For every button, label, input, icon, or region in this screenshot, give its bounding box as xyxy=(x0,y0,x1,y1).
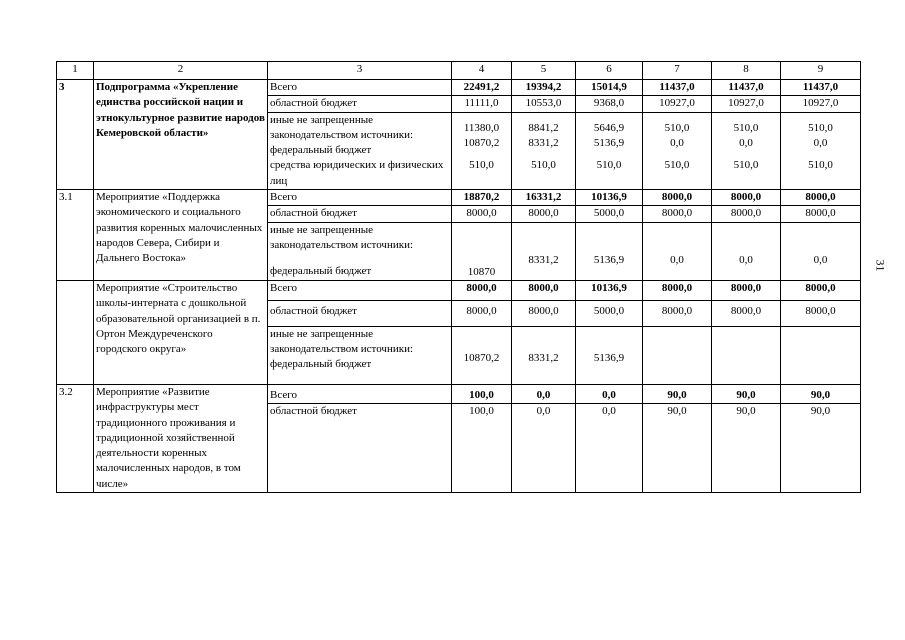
value: 8331,2 xyxy=(528,136,559,149)
value: 8000,0 xyxy=(712,301,780,326)
value: 8331,2 xyxy=(528,253,559,266)
value-cell xyxy=(643,190,712,281)
value-cell xyxy=(712,280,781,384)
page-number: 31 xyxy=(873,259,888,272)
value-cell xyxy=(576,280,643,384)
value-cell xyxy=(781,80,861,190)
header-cell: 1 xyxy=(57,62,94,80)
value-cell xyxy=(452,80,512,190)
row-name: Мероприятие «Поддержка экономического и социального развития коренных малочисленных народов Севера, Сибири и Дальнего Востока» xyxy=(94,190,268,281)
value: 510,0 xyxy=(733,121,759,134)
value: 100,0 xyxy=(469,405,494,418)
value: 8000,0 xyxy=(712,190,780,206)
value: 510,0 xyxy=(531,159,556,172)
value: 510,0 xyxy=(808,159,833,172)
value: 11437,0 xyxy=(643,80,711,96)
value: 11380,0 xyxy=(463,121,500,134)
value: 0,0 xyxy=(813,136,828,149)
value: 10136,9 xyxy=(576,281,642,301)
value: 510,0 xyxy=(733,159,759,172)
row-name: Подпрограмма «Укрепление единства российской нации и этнокультурное развитие народов Кемеровской области» xyxy=(94,80,268,190)
header-cell: 7 xyxy=(643,62,712,80)
source-label: иные не запрещенные законодательством источники: xyxy=(270,223,414,251)
header-cell: 9 xyxy=(781,62,861,80)
value: 11111,0 xyxy=(452,96,511,112)
header-cell: 8 xyxy=(712,62,781,80)
value: 10870,2 xyxy=(463,136,500,149)
value: 90,0 xyxy=(781,385,860,404)
source-label: областной бюджет xyxy=(268,301,451,326)
header-cell: 5 xyxy=(512,62,576,80)
value: 8000,0 xyxy=(452,301,511,326)
source-label: областной бюджет xyxy=(268,206,451,222)
value: 8000,0 xyxy=(643,281,711,301)
value-cell xyxy=(643,384,712,492)
row-name: Мероприятие «Развитие инфраструктуры мест традиционного проживания и традиционной хозяйственной деятельности коренных малочисленных народов, в том числе» xyxy=(94,384,268,492)
source-label: Всего xyxy=(268,385,451,404)
source-cell xyxy=(268,80,452,190)
value-cell xyxy=(512,190,576,281)
value: 8000,0 xyxy=(643,206,711,222)
value: 5000,0 xyxy=(576,206,642,222)
value-cell xyxy=(512,280,576,384)
header-row xyxy=(57,62,861,80)
value-cell xyxy=(452,280,512,384)
row-number: 3 xyxy=(57,80,94,190)
value: 90,0 xyxy=(810,405,831,418)
source-cell xyxy=(268,280,452,384)
value: 19394,2 xyxy=(512,80,575,96)
value: 0,0 xyxy=(576,385,642,404)
value: 8000,0 xyxy=(781,206,860,222)
value: 0,0 xyxy=(670,253,684,266)
value: 8000,0 xyxy=(512,301,575,326)
source-label: областной бюджет xyxy=(268,96,451,112)
table-row xyxy=(57,80,861,190)
value-cell xyxy=(452,384,512,492)
value: 8000,0 xyxy=(643,301,711,326)
header-cell: 4 xyxy=(452,62,512,80)
value: 8000,0 xyxy=(712,281,780,301)
value: 10553,0 xyxy=(512,96,575,112)
value: 8000,0 xyxy=(781,301,860,326)
value: 10927,0 xyxy=(712,96,780,112)
value: 10870 xyxy=(467,265,496,278)
value: 18870,2 xyxy=(452,190,511,206)
value: 8000,0 xyxy=(452,281,511,301)
value-cell xyxy=(512,384,576,492)
value: 510,0 xyxy=(664,159,690,172)
value: 0,0 xyxy=(670,136,684,149)
value: 11437,0 xyxy=(781,80,860,96)
value: 8000,0 xyxy=(781,190,860,206)
value-cell xyxy=(452,190,512,281)
value: 8841,2 xyxy=(528,121,559,134)
value: 10927,0 xyxy=(781,96,860,112)
value: 8000,0 xyxy=(712,206,780,222)
source-label: Всего xyxy=(268,80,451,96)
header-cell: 3 xyxy=(268,62,452,80)
source-label: Всего xyxy=(268,190,451,206)
row-number: 3.1 xyxy=(57,190,94,281)
source-cell xyxy=(268,384,452,492)
value-cell xyxy=(781,280,861,384)
value: 8000,0 xyxy=(781,281,860,301)
source-cell xyxy=(268,190,452,281)
row-name: Мероприятие «Строительство школы-интерната с дошкольной образовательной организацией в п. Ортон Междуреченского городского округа» xyxy=(94,280,268,384)
budget-table xyxy=(56,61,861,493)
value: 90,0 xyxy=(667,405,687,418)
value: 8000,0 xyxy=(512,281,575,301)
value: 9368,0 xyxy=(576,96,642,112)
value-cell xyxy=(643,80,712,190)
value-cell xyxy=(712,80,781,190)
value: 510,0 xyxy=(664,121,690,134)
source-label: иные не запрещенные законодательством источники: xyxy=(270,113,414,141)
value-cell xyxy=(576,384,643,492)
value-cell xyxy=(576,80,643,190)
value: 0,0 xyxy=(739,136,753,149)
source-label: средства юридических и физических лиц xyxy=(270,159,444,187)
value: 90,0 xyxy=(643,385,711,404)
source-label: иные не запрещенные законодательством источники: xyxy=(270,327,414,355)
source-label: федеральный бюджет xyxy=(270,144,372,157)
value: 22491,2 xyxy=(452,80,511,96)
row-number xyxy=(57,280,94,384)
value: 0,0 xyxy=(512,385,575,404)
header-cell: 6 xyxy=(576,62,643,80)
value: 5136,9 xyxy=(593,136,625,149)
row-number: 3.2 xyxy=(57,384,94,492)
value-cell xyxy=(781,190,861,281)
value: 5136,9 xyxy=(593,351,625,364)
value: 0,0 xyxy=(813,253,828,266)
value: 90,0 xyxy=(712,385,780,404)
value: 10136,9 xyxy=(576,190,642,206)
value-cell xyxy=(576,190,643,281)
value: 510,0 xyxy=(469,159,494,172)
source-label: федеральный бюджет xyxy=(270,358,372,371)
value: 8000,0 xyxy=(452,206,511,222)
value: 15014,9 xyxy=(576,80,642,96)
source-label: федеральный бюджет xyxy=(270,265,372,278)
value: 8000,0 xyxy=(643,190,711,206)
value: 510,0 xyxy=(596,159,622,172)
value-cell xyxy=(781,384,861,492)
value: 0,0 xyxy=(536,405,551,418)
value: 8331,2 xyxy=(528,351,559,364)
value: 8000,0 xyxy=(512,206,575,222)
source-label: Всего xyxy=(268,281,451,301)
value: 10927,0 xyxy=(643,96,711,112)
table-row xyxy=(57,280,861,384)
value: 510,0 xyxy=(808,121,833,134)
value-cell xyxy=(712,190,781,281)
value: 0,0 xyxy=(739,253,753,266)
value: 100,0 xyxy=(452,385,511,404)
value: 10870,2 xyxy=(463,351,500,364)
value: 5646,9 xyxy=(593,121,625,134)
header-cell: 2 xyxy=(94,62,268,80)
value-cell xyxy=(643,280,712,384)
source-label: областной бюджет xyxy=(270,405,357,418)
value: 0,0 xyxy=(602,405,616,418)
value: 5000,0 xyxy=(576,301,642,326)
table-row xyxy=(57,190,861,281)
value-cell xyxy=(512,80,576,190)
value: 11437,0 xyxy=(712,80,780,96)
value: 90,0 xyxy=(736,405,756,418)
value-cell xyxy=(712,384,781,492)
value: 5136,9 xyxy=(593,253,625,266)
table-row xyxy=(57,384,861,492)
value: 16331,2 xyxy=(512,190,575,206)
